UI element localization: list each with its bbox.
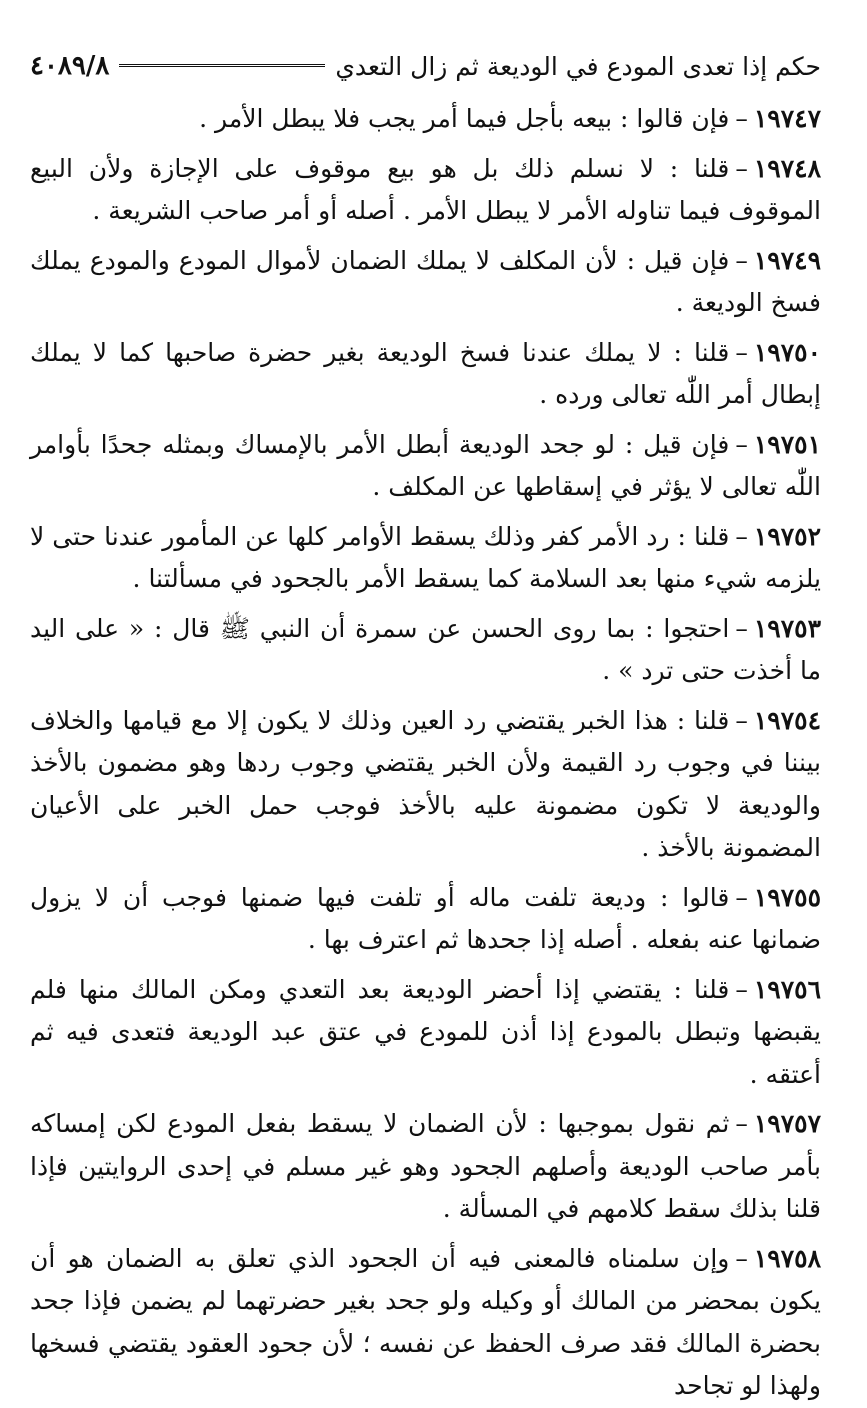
paragraph-number: ١٩٧٤٨: [753, 153, 821, 183]
running-header: [30, 44, 821, 88]
dash-separator: –: [735, 1243, 748, 1273]
dash-separator: –: [735, 104, 748, 133]
dash-separator: –: [735, 429, 748, 459]
dash-separator: –: [735, 337, 748, 367]
dash-separator: –: [735, 613, 748, 643]
dash-separator: –: [735, 521, 748, 551]
paragraph-number: ١٩٧٤٩: [753, 245, 821, 275]
paragraph-text: قلنا : يقتضي إذا أحضر الوديعة بعد التعدي ومكن المالك منها فلم يقبضها وتبطل بالمودع إذا أذن للمودع في عتق عبد الوديعة فتعدى فيه ثم أعتقه .: [30, 974, 821, 1089]
paragraph-text: وإن سلمناه فالمعنى فيه أن الجحود الذي تعلق به الضمان هو أن يكون بمحضر من المالك أو وكيله ولو جحد بغير حضرتهما لم يضمن فإذا جحد بحضرة المالك فقد صرف الحفظ عن نفسه ؛ لأن جحود العقود يقتضي فسخها ولهذا لو تجاحد: [30, 1243, 821, 1400]
paragraph-text: قلنا : لا نسلم ذلك بل هو بيع موقوف على الإجازة ولأن البيع الموقوف فيما تناوله الأمر لا يبطل الأمر . أصله أو أمر صاحب الشريعة .: [30, 153, 821, 225]
paragraph-text: احتجوا : بما روى الحسن عن سمرة أن النبي ﷺ قال : « على اليد ما أخذت حتى ترد » .: [30, 613, 821, 685]
dash-separator: –: [735, 705, 748, 735]
paragraph-number: ١٩٧٥٢: [753, 521, 821, 551]
dash-separator: –: [735, 245, 748, 275]
paragraph: [30, 148, 821, 233]
dash-separator: –: [735, 1109, 748, 1138]
paragraph: [30, 1103, 821, 1231]
paragraph-number: ١٩٧٥٧: [753, 1109, 821, 1138]
paragraph-text: قلنا : هذا الخبر يقتضي رد العين وذلك لا يكون إلا مع قيامها والخلاف بيننا في وجوب رد القيمة ولأن الخبر يقتضي وجوب ردها وهو مضمون بالأخذ والوديعة لا تكون مضمونة عليه بالأخذ فوجب حمل الخبر على الأعيان المضمونة بالأخذ .: [30, 705, 821, 862]
paragraph-text: قلنا : رد الأمر كفر وذلك يسقط الأوامر كلها عن المأمور عندنا حتى لا يلزمه شيء منها بعد السلامة كما يسقط الأمر بالجحود في مسألتنا .: [30, 521, 821, 593]
paragraph-text: فإن قيل : لو جحد الوديعة أبطل الأمر بالإمساك وبمثله جحدًا بأوامر اللّٰه تعالى لا يؤثر في إسقاطها عن المكلف .: [30, 429, 821, 501]
paragraph-number: ١٩٧٤٧: [753, 104, 821, 133]
paragraph: [30, 516, 821, 601]
paragraph: [30, 424, 821, 509]
paragraph-text: فإن قيل : لأن المكلف لا يملك الضمان لأموال المودع والمودع يملك فسخ الوديعة .: [30, 245, 821, 317]
header-rule: [119, 64, 325, 69]
paragraph: [30, 240, 821, 325]
paragraph-number: ١٩٧٥١: [753, 429, 821, 459]
paragraph-number: ١٩٧٥٨: [753, 1243, 821, 1273]
paragraph-number: ١٩٧٥٥: [753, 882, 821, 912]
paragraph-text: قلنا : لا يملك عندنا فسخ الوديعة بغير حضرة صاحبها كما لا يملك إبطال أمر اللّٰه تعالى ورده .: [30, 337, 821, 409]
paragraph: [30, 608, 821, 693]
paragraph: [30, 969, 821, 1097]
paragraph-number: ١٩٧٥٤: [753, 705, 821, 735]
paragraph-number: ١٩٧٥٠: [753, 337, 821, 367]
header-title: حكم إذا تعدى المودع في الوديعة ثم زال التعدي: [335, 51, 821, 81]
paragraph: [30, 877, 821, 962]
dash-separator: –: [735, 882, 748, 912]
paragraph: [30, 98, 821, 141]
paragraph: [30, 332, 821, 417]
paragraph-text: ثم نقول بموجبها : لأن الضمان لا يسقط بفعل المودع لكن إمساكه بأمر صاحب الوديعة وأصلهم الجحود وهو غير مسلم في إحدى الروايتين فإذا قلنا بذلك سقط كلامهم في المسألة .: [30, 1109, 821, 1223]
dash-separator: –: [735, 974, 748, 1004]
page-number: ٤٠٨٩/٨: [30, 51, 110, 81]
body-text: [30, 98, 821, 1408]
paragraph-number: ١٩٧٥٣: [753, 613, 821, 643]
paragraph: [30, 700, 821, 870]
paragraph: [30, 1238, 821, 1408]
paragraph-number: ١٩٧٥٦: [753, 974, 821, 1004]
dash-separator: –: [735, 153, 748, 183]
paragraph-text: قالوا : وديعة تلفت ماله أو تلفت فيها ضمنها فوجب أن لا يزول ضمانها عنه بفعله . أصله إذا جحدها ثم اعترف بها .: [30, 882, 821, 954]
paragraph-text: فإن قالوا : بيعه بأجل فيما أمر يجب فلا يبطل الأمر .: [199, 104, 730, 133]
